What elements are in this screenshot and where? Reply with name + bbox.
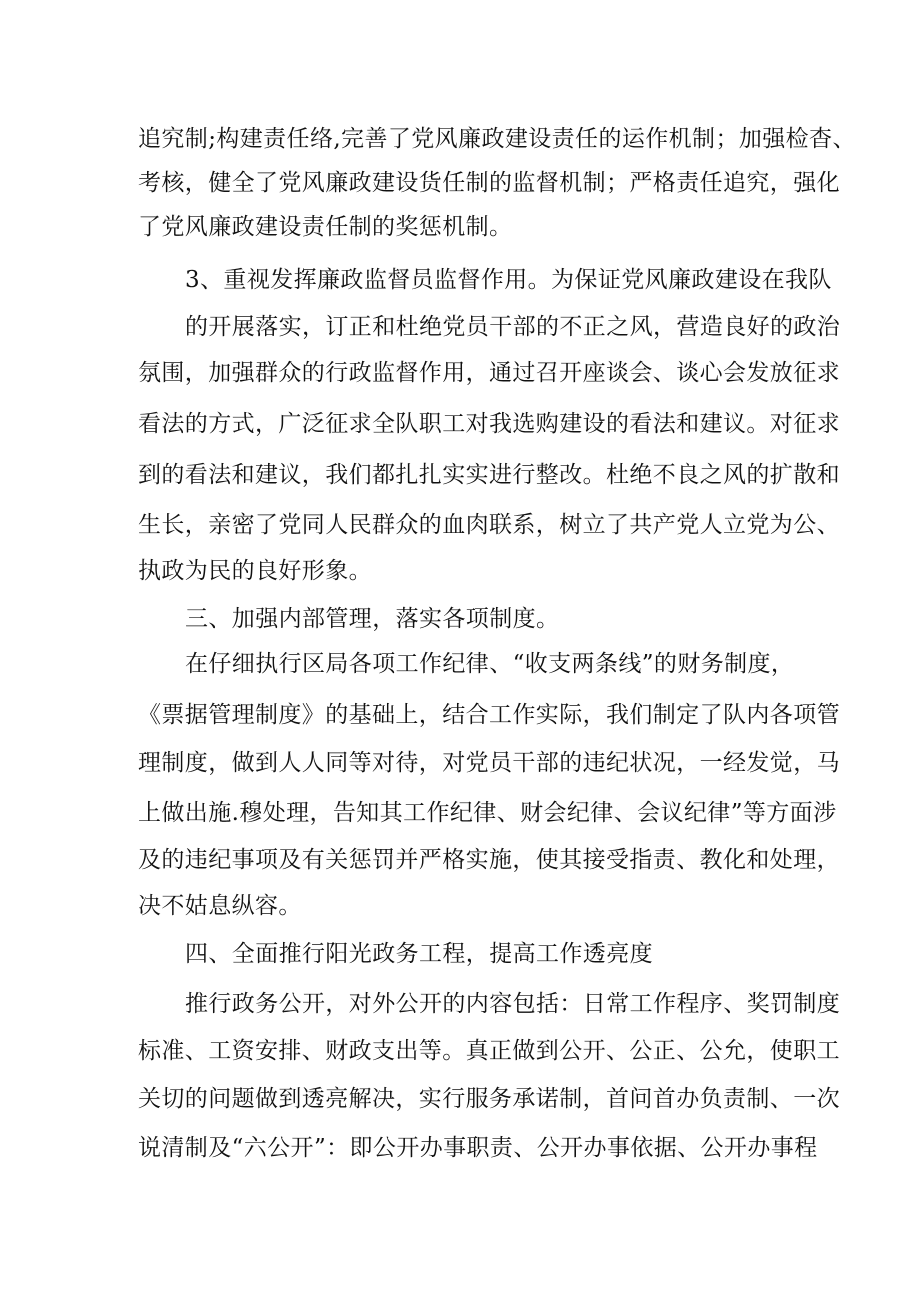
text-line: 《票据管理制度》的基础上，结合工作实际，我们制定了队内各项管: [138, 702, 840, 728]
text-line: 生长，亲密了党同人民群众的血肉联系，树立了共产党人立党为公、: [138, 512, 840, 538]
text-line: 的开展落实，订正和杜绝党员干部的不正之风，营造良好的政治: [185, 314, 841, 340]
text-line: 及的违纪事项及有关惩罚并严格实施，使其接受指责、教化和处理，: [138, 847, 840, 873]
text-line: 氛围，加强群众的行政监督作用，通过召开座谈会、谈心会发放征求: [138, 360, 840, 386]
section-heading: 四、全面推行阳光政务工程，提高工作透亮度: [185, 941, 653, 967]
text-line: 3、重视发挥廉政监督员监督作用。为保证党风廉政建设在我队: [185, 267, 832, 293]
text-line: 执政为民的良好形象。: [138, 558, 372, 584]
text-line: 推行政务公开，对外公开的内容包括：日常工作程序、奖罚制度: [185, 991, 841, 1017]
text-line: 说清制及“六公开”：即公开办事职责、公开办事依据、公开办事程: [138, 1135, 818, 1161]
text-line: 上做出施.穆处理，告知其工作纪律、财会纪律、会议纪律”等方面涉: [138, 800, 837, 826]
text-line: 到的看法和建议，我们都扎扎实实进行整改。杜绝不良之风的扩散和: [138, 462, 840, 488]
text-line: 看法的方式，广泛征求全队职工对我选购建设的看法和建议。对征求: [138, 411, 840, 437]
section-heading: 三、加强内部管理，落实各项制度。: [185, 606, 560, 632]
text-line: 考核，健全了党风廉政建设货任制的监督机制；严格责任追究，强化: [138, 170, 840, 196]
text-line: 决不姑息纵容。: [138, 893, 302, 919]
text-line: 理制度，做到人人同等对待，对党员干部的违纪状况，一经发觉，马: [138, 750, 840, 776]
text-line: 在仔细执行区局各项工作纪律、“收支两条线”的财务制度，: [185, 651, 795, 677]
text-line: 了党风廉政建设责任制的奖惩机制。: [138, 214, 513, 240]
text-line: 追究制;构建责任络,完善了党风廉政建设责任的运作机制；加强检杳、: [138, 126, 856, 152]
text-line: 标准、工资安排、财政支出等。真正做到公开、公正、公允，使职工: [138, 1038, 840, 1064]
text-line: 关切的问题做到透亮解决，实行服务承诺制，首问首办负责制、一次: [138, 1086, 840, 1112]
